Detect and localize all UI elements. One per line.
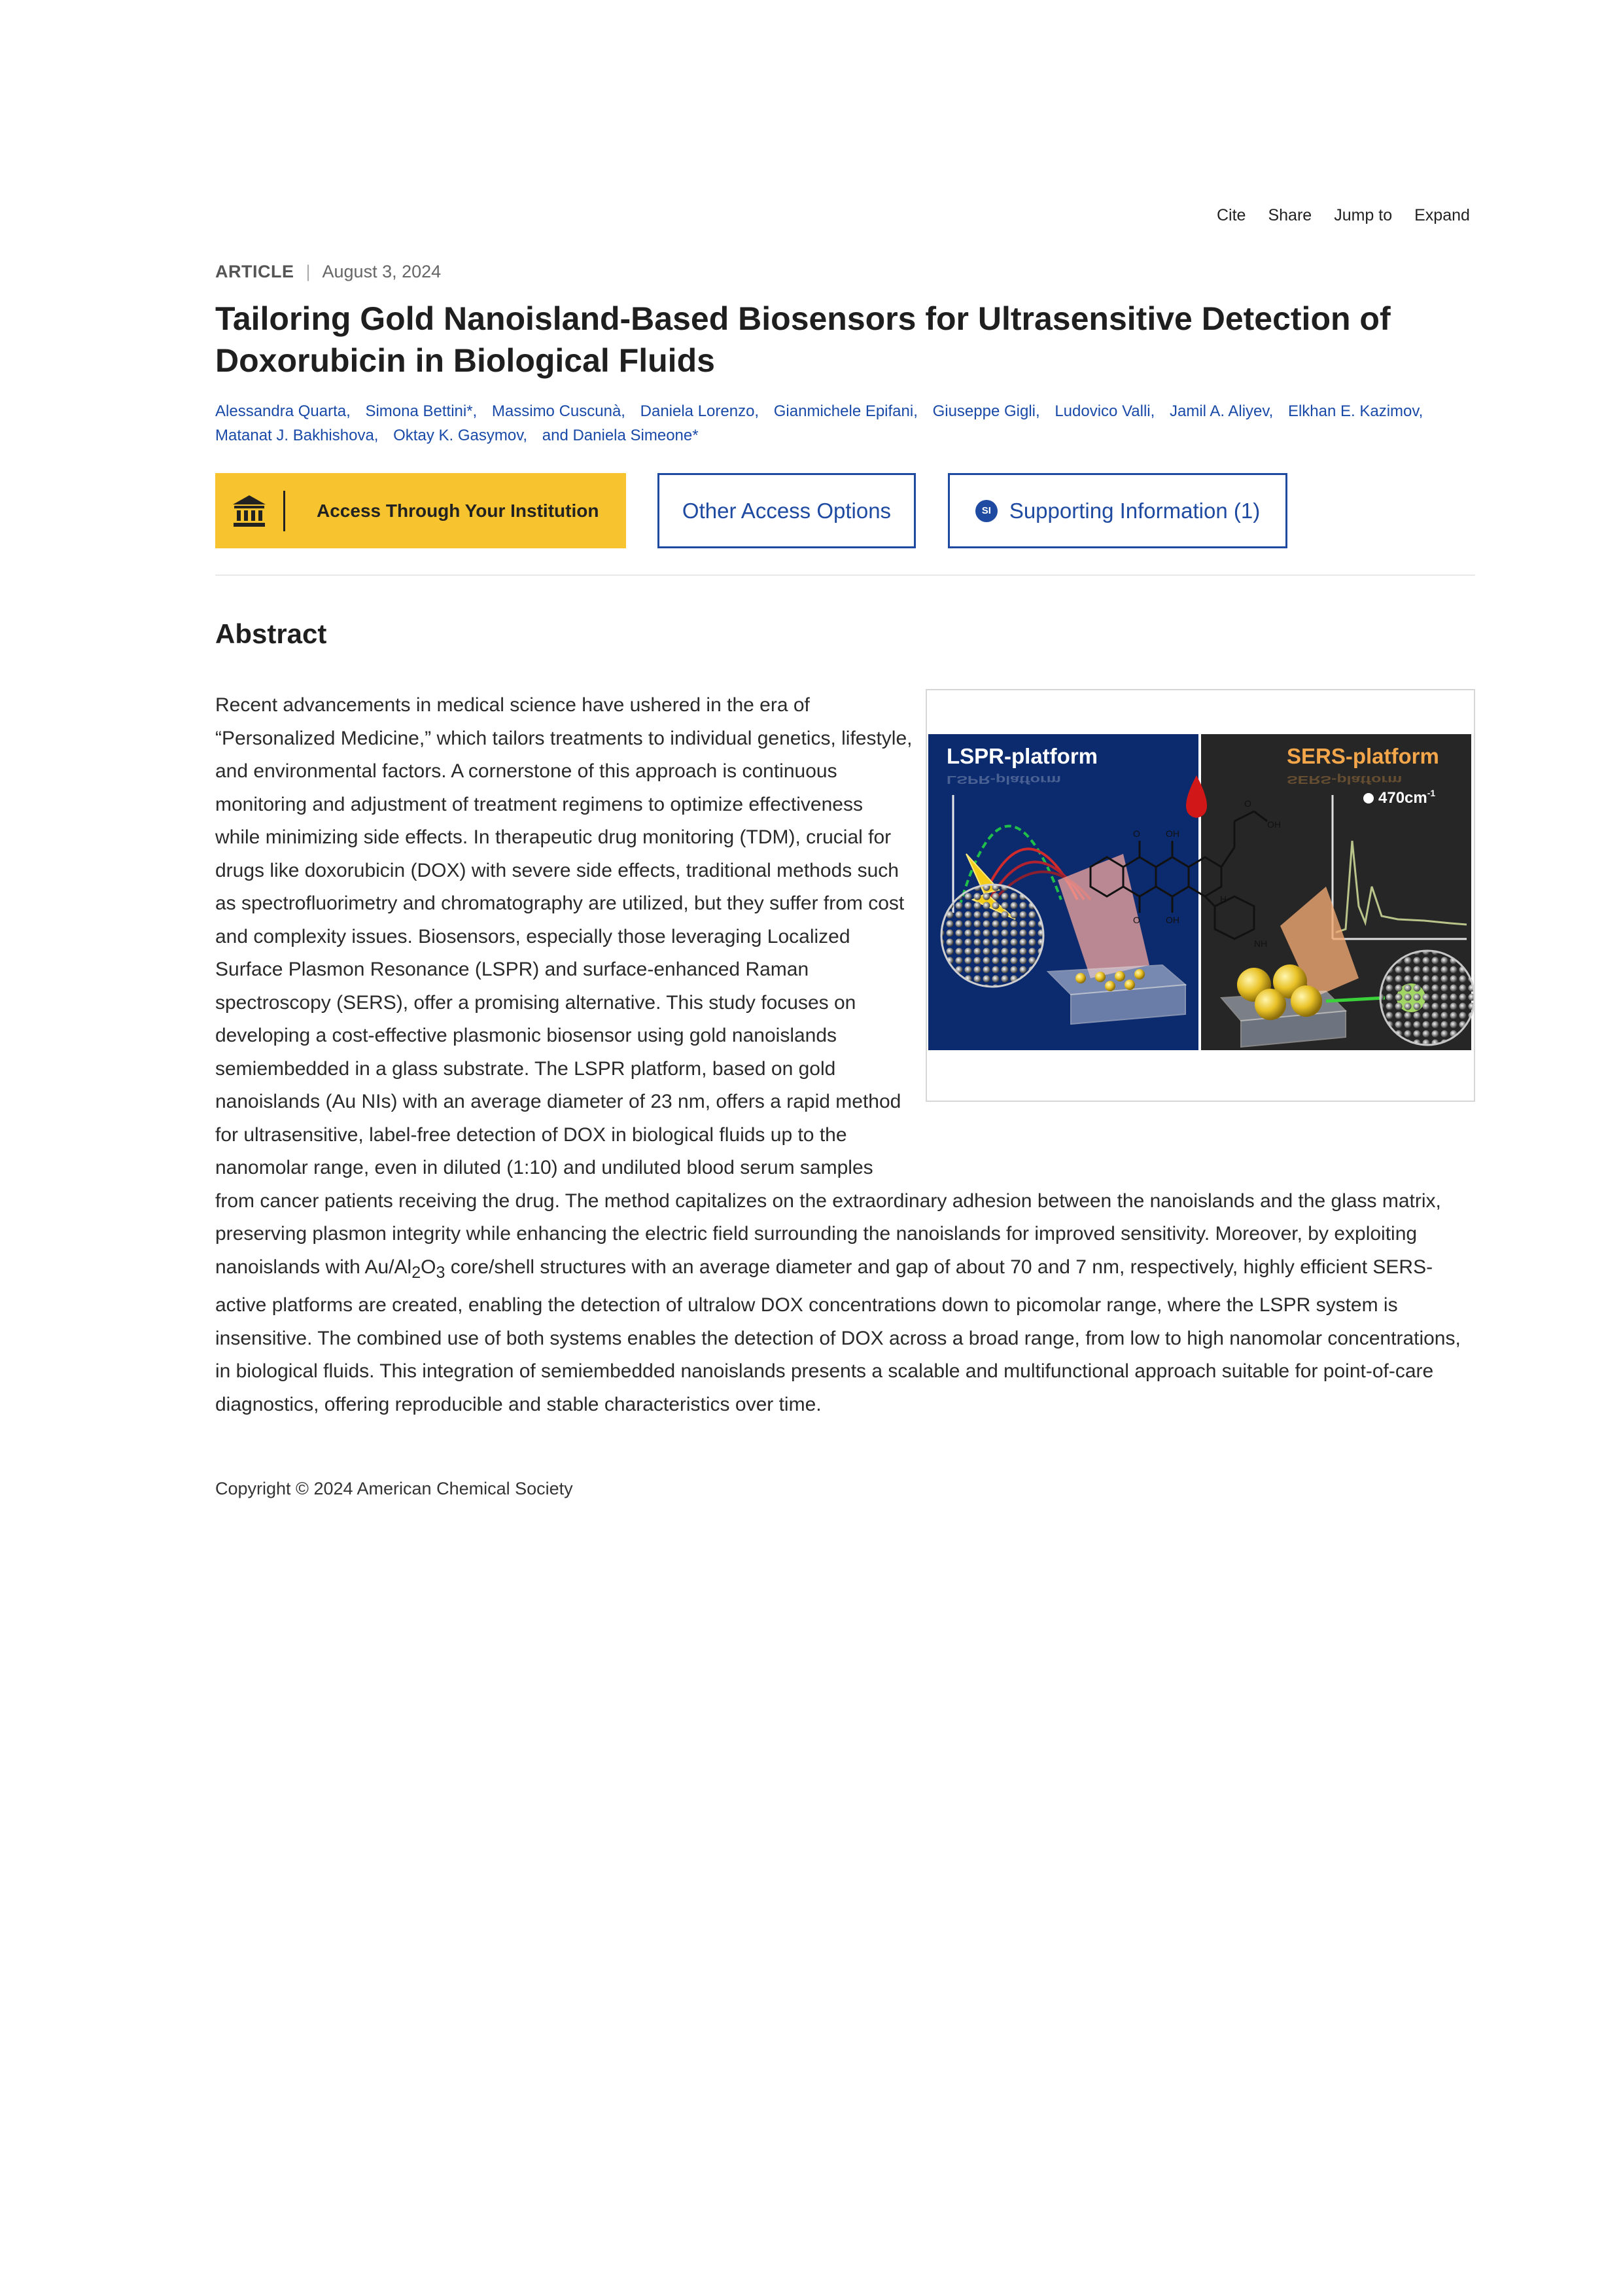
label-o-1: O (1133, 828, 1140, 839)
sers-label: SERS-platform (1287, 744, 1439, 768)
meta-separator: | (305, 262, 311, 281)
publication-date: August 3, 2024 (322, 262, 442, 281)
institution-access-label: Access Through Your Institution (317, 500, 599, 521)
label-o-2: O (1133, 915, 1140, 925)
abstract-text-part-1: Recent advancements in medical science have ushered in the era of “Personalized Medicine,” which tailors treatments to individual genetics, lifestyle, and environmental factors. A cornerstone of this approach is continuous monitoring and adjustment of treatment regimens to optimize effectiveness while minimizing side effects. In therapeutic drug monitoring (TDM), crucial for drugs like doxorubicin (DOX) with severe side effects, traditional methods such as spectrofluorimetry and chromatography are utilized, but they suffer from cost and complexity issues. Biosensors, especially those leveraging Localized Surface Plasmon Resonance (LSPR) and surface-enhanced Raman spectroscopy (SERS), offer a promising alternative. This study focuses on developing a cost-effective plasmonic biosensor using gold nanoislands semiembedded in a glass substrate. The LSPR platform, based on gold nanoislands (Au NIs) with an average diameter of 23 nm, offers a rapid method for ultrasensitive, label-free detection of DOX in biological fluids up to the nanomolar range, even in diluted (1:10) and undiluted blood serum samples from cancer patients receiving the drug. The method capitalizes on the extraordinary adhesion between the nanoislands and the glass matrix, preserving plasmon integrity while enhancing the electric field surrounding the nanoislands for improved sensitivity. Moreover, by exploiting nanoislands with Au/Al (215, 694, 1441, 1278)
author-link[interactable]: Simona Bettini*, (365, 402, 478, 420)
article-meta (215, 262, 441, 282)
lspr-label-reflection: LSPR-platform (947, 773, 1061, 787)
author-link[interactable]: Alessandra Quarta, (215, 402, 351, 420)
label-oh-1: OH (1166, 828, 1179, 839)
label-oh-3: OH (1267, 819, 1281, 830)
author-link[interactable]: Giuseppe Gigli, (932, 402, 1040, 420)
author-link[interactable]: Daniela Lorenzo, (640, 402, 759, 420)
label-o-3: O (1244, 798, 1251, 809)
nanoisland-sphere-right (1380, 951, 1474, 1045)
author-list (215, 399, 1471, 448)
institution-access-button[interactable] (215, 473, 626, 548)
author-link[interactable]: Ludovico Valli, (1055, 402, 1155, 420)
oxide-letter: O (421, 1256, 436, 1278)
expand-link[interactable]: Expand (1414, 206, 1470, 224)
other-access-options-button[interactable] (657, 473, 916, 548)
abstract-heading: Abstract (215, 618, 327, 649)
nanoisland-sphere-left (941, 885, 1043, 987)
institution-icon (215, 493, 283, 529)
si-icon: SI (975, 500, 998, 522)
sers-peak-unit-sup: -1 (1427, 788, 1436, 798)
subscript-2: 2 (411, 1263, 421, 1282)
author-link[interactable]: and Daniela Simeone* (542, 427, 699, 444)
toc-graphic[interactable] (926, 689, 1475, 1102)
author-link[interactable]: Massimo Cuscunà, (491, 402, 625, 420)
supporting-information-label: Supporting Information (1) (1009, 498, 1261, 523)
article-title: Tailoring Gold Nanoisland-Based Biosensors for Ultrasensitive Detection of Doxorubicin in Biological Fluids (215, 300, 1391, 379)
abstract-text-part-2: core/shell structures with an average diameter and gap of about 70 and 7 nm, respectively, highly efficient SERS-active platforms are created, enabling the detection of ultralow DOX concentrations down to picomolar range, where the LSPR system is insensitive. The combined use of both systems enables the detection of DOX across a broad range, from low to high nanomolar concentrations, in biological fluids. This integration of semiembedded nanoislands presents a scalable and multifunctional approach suitable for point-of-care diagnostics, offering reproducible and stable characteristics over time. (215, 1256, 1461, 1415)
author-link[interactable]: Gianmichele Epifani, (773, 402, 918, 420)
sers-label-reflection: SERS-platform (1287, 773, 1403, 787)
jump-to-link[interactable]: Jump to (1334, 206, 1393, 224)
copyright-notice: Copyright © 2024 American Chemical Society (215, 1479, 573, 1498)
section-divider (215, 574, 1475, 576)
label-oh-2: OH (1166, 915, 1179, 925)
author-link[interactable]: Jamil A. Aliyev, (1169, 402, 1274, 420)
supporting-information-button[interactable] (948, 473, 1287, 548)
lspr-label: LSPR-platform (947, 744, 1098, 768)
share-link[interactable]: Share (1268, 206, 1312, 224)
other-access-label: Other Access Options (682, 498, 892, 523)
subscript-3: 3 (436, 1263, 445, 1282)
sers-peak-label (1378, 788, 1435, 807)
sers-peak-value: 470cm (1378, 789, 1427, 807)
top-toolbar (1217, 206, 1470, 225)
author-link[interactable]: Oktay K. Gasymov, (393, 427, 528, 444)
author-link[interactable]: Elkhan E. Kazimov, (1287, 402, 1423, 420)
label-nh: NH (1254, 938, 1268, 949)
author-link[interactable]: Matanat J. Bakhishova, (215, 427, 379, 444)
cite-link[interactable]: Cite (1217, 206, 1246, 224)
toc-graphic-illustration (927, 690, 1474, 1101)
article-type: ARTICLE (215, 262, 294, 281)
label-h: H (1220, 894, 1227, 904)
